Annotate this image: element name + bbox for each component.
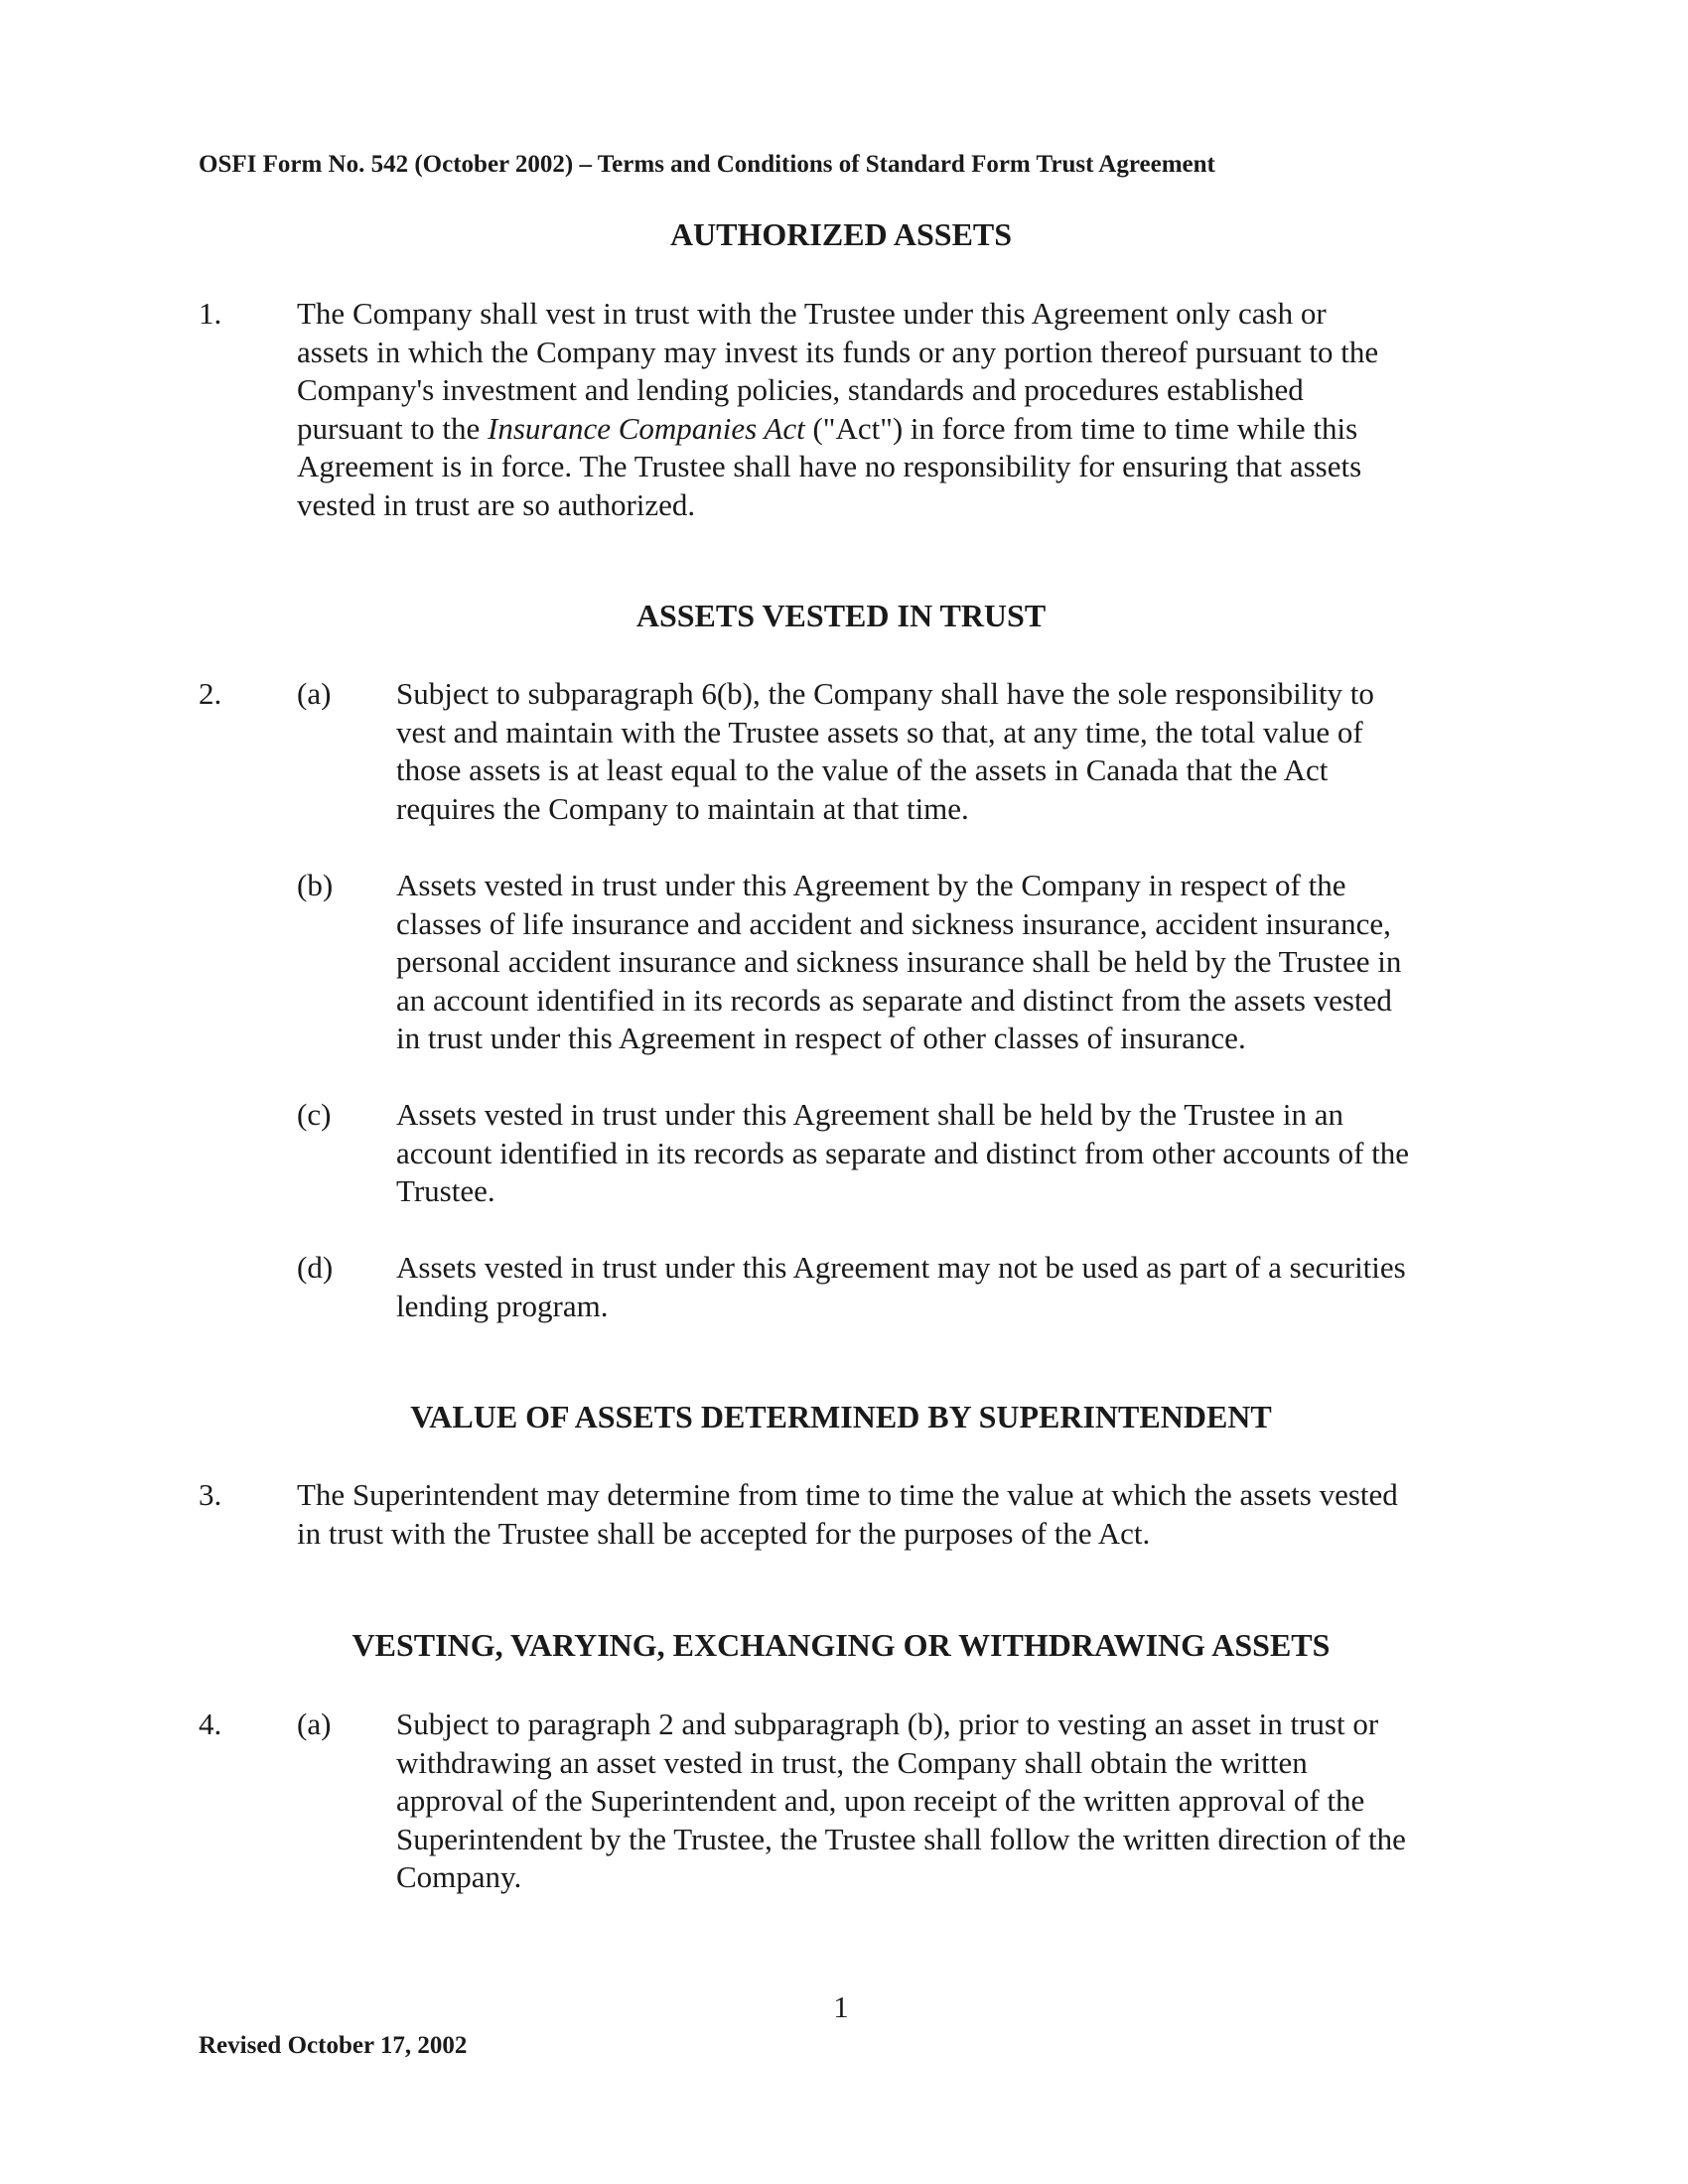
text-line: Subject to subparagraph 6(b), the Company shall have the sole responsibility to xyxy=(396,676,1374,711)
text-line: assets in which the Company may invest its funds or any portion thereof pursuant to the xyxy=(297,334,1379,369)
text-line: Trustee. xyxy=(396,1173,495,1208)
text-line: Subject to paragraph 2 and subparagraph (b), prior to vesting an asset in trust or xyxy=(396,1706,1379,1741)
text-line-with-act-name: pursuant to the Insurance Companies Act ("Act") in force from time to time while this xyxy=(297,410,1358,446)
text-line: The Superintendent may determine from time to time the value at which the assets vested xyxy=(297,1477,1398,1512)
subparagraph-4a-text xyxy=(396,1706,1406,1897)
subparagraph-label: (b) xyxy=(297,868,334,902)
text-line: in trust under this Agreement in respect of other classes of insurance. xyxy=(396,1021,1246,1055)
text-line: Company's investment and lending policies, standards and procedures established xyxy=(297,372,1304,407)
subparagraph-label: (a) xyxy=(297,1706,332,1741)
paragraph-number: 2. xyxy=(199,676,222,711)
page-number: 1 xyxy=(833,1989,849,2024)
text-line: Assets vested in trust under this Agreement may not be used as part of a securities xyxy=(396,1250,1406,1285)
subparagraph-label: (c) xyxy=(297,1097,332,1132)
paragraph-number: 4. xyxy=(199,1706,222,1741)
text-line: an account identified in its records as separate and distinct from the assets vested xyxy=(396,982,1392,1018)
paragraph-number: 3. xyxy=(199,1477,222,1512)
section-title-value-of-assets: VALUE OF ASSETS DETERMINED BY SUPERINTENDENT xyxy=(410,1399,1272,1434)
text-line: Agreement is in force. The Trustee shall have no responsibility for ensuring that assets xyxy=(297,449,1362,483)
text-line: The Company shall vest in trust with the Trustee under this Agreement only cash or xyxy=(297,296,1327,331)
text-line: Assets vested in trust under this Agreement by the Company in respect of the xyxy=(396,868,1346,902)
subparagraph-label: (a) xyxy=(297,676,332,711)
subparagraph-2a-text xyxy=(396,675,1374,828)
text-line: lending program. xyxy=(396,1288,609,1323)
text-line: those assets is at least equal to the value of the assets in Canada that the Act xyxy=(396,752,1329,787)
paragraph-1-text xyxy=(297,295,1378,524)
text-line: vest and maintain with the Trustee assets so that, at any time, the total value of xyxy=(396,714,1363,750)
document-header: OSFI Form No. 542 (October 2002) – Terms and Conditions of Standard Form Trust Agreement xyxy=(199,151,1215,178)
revision-footer: Revised October 17, 2002 xyxy=(199,2032,468,2059)
text-line: classes of life insurance and accident and sickness insurance, accident insurance, xyxy=(396,905,1391,941)
text-line: approval of the Superintendent and, upon receipt of the written approval of the xyxy=(396,1783,1365,1818)
paragraph-3-text xyxy=(297,1476,1398,1553)
subparagraph-2d-text xyxy=(396,1249,1406,1325)
section-title-authorized-assets: AUTHORIZED ASSETS xyxy=(669,216,1013,252)
subparagraph-2b-text xyxy=(396,867,1401,1058)
text-line: withdrawing an asset vested in trust, the Company shall obtain the written xyxy=(396,1744,1308,1780)
text-line: personal accident insurance and sickness insurance shall be held by the Trustee in xyxy=(396,944,1402,979)
section-title-vesting-varying: VESTING, VARYING, EXCHANGING OR WITHDRAWING ASSETS xyxy=(352,1627,1331,1663)
subparagraph-2c-text xyxy=(396,1096,1409,1211)
text-line: requires the Company to maintain at that time. xyxy=(396,790,969,826)
section-title-assets-vested-in-trust: ASSETS VESTED IN TRUST xyxy=(635,598,1047,633)
text-line: in trust with the Trustee shall be accepted for the purposes of the Act. xyxy=(297,1515,1151,1551)
text-line: Company. xyxy=(396,1859,522,1894)
subparagraph-label: (d) xyxy=(297,1250,334,1285)
text-line: vested in trust are so authorized. xyxy=(297,486,696,522)
paragraph-number: 1. xyxy=(199,296,222,331)
text-line: account identified in its records as separate and distinct from other accounts of the xyxy=(396,1135,1410,1170)
text-line: Assets vested in trust under this Agreement shall be held by the Trustee in an xyxy=(396,1097,1343,1132)
text-line: Superintendent by the Trustee, the Trustee shall follow the written direction of the xyxy=(396,1821,1406,1856)
act-name: Insurance Companies Act xyxy=(488,410,805,446)
